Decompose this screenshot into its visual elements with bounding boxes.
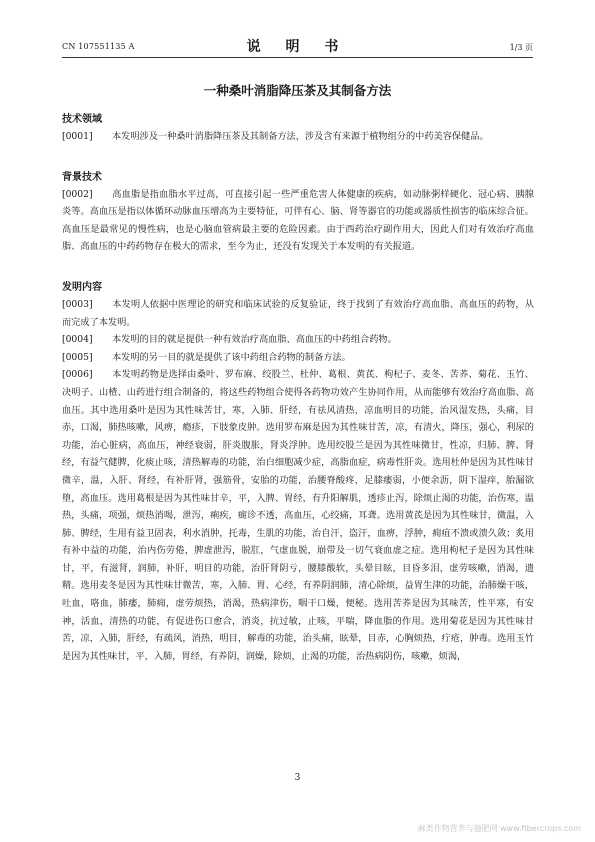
section-heading: 技术领域 <box>62 114 102 125</box>
paragraph-number: [0002] <box>62 188 93 200</box>
section-heading: 背景技术 <box>62 171 102 183</box>
patent-number: CN 107551135 A <box>62 42 135 51</box>
paragraph <box>62 186 534 256</box>
paragraph <box>62 366 534 665</box>
paragraph-text: 本发明的另一目的就是提供了该中药组合药物的制备方法。 <box>112 351 351 363</box>
paragraph-number: [0004] <box>62 334 93 346</box>
paragraph <box>62 331 534 349</box>
watermark: 麻类作物营养与施肥网 www.fibercrops.com <box>417 824 581 833</box>
document-type: 说 明 书 <box>246 39 349 55</box>
paragraph-number: [0003] <box>62 298 93 310</box>
header-rule <box>62 57 533 58</box>
section-invention-content <box>62 278 534 665</box>
paragraph <box>62 128 534 146</box>
page-number: 3 <box>294 773 301 783</box>
paragraph-number: [0005] <box>62 351 93 363</box>
document-title: 一种桑叶消脂降压茶及其制备方法 <box>203 83 392 98</box>
paragraph <box>62 349 534 367</box>
paragraph <box>62 296 534 331</box>
paragraph-number: [0001] <box>62 131 93 142</box>
paragraph-text: 本发明药物是选择由桑叶、罗布麻、绞股兰、杜仲、葛根、黄芪、枸杞子、麦冬、苦荞、菊花、玉竹、决明子、山楂、山药进行组合制备的，将这些药物组合使得各药物功效产生协同作用，从而能够有效治疗高血脂、高血压。其中选用桑叶是因为其性味苦甘，寒，入肺、肝经，有祛风清热，凉血明目的功能，治风湿发热，头痛，目赤，口渴，肺热咳嗽，风痹，瘾疹，下肢象皮肿。选用罗布麻是因为其性味甘苦，凉，有清火，降压，强心，利尿的功能，治心脏病，高血压，神经衰弱，肝炎腹胀，肾炎浮肿。选用绞股兰是因为其性味微甘，性凉，归肺、脾、肾经，有益气健脾，化痰止咳，清热解毒的功能，治白细胞减少症，高脂血症，病毒性肝炎。选用杜仲是因为其性味甘微辛，温，入肝、肾经，有补肝肾，强筋骨，安胎的功能，治腰脊酸疼，足膝痿弱，小便余沥，阴下湿痒，胎漏欲堕，高血压。选用葛根是因为其性味甘辛，平，入脾、胃经，有升阳解肌，透疹止泻，除烦止渴的功能，治伤寒，温热，头痛，项强，烦热消喝，泄泻，痢疾，癍诊不透，高血压，心绞痛，耳聋。选用黄芪是因为其性味甘，微温，入肺、脾经，生用有益卫固表，利水消肿，托毒，生肌的功能，治自汗，盗汗，血痹，浮肿，痈疽不溃或溃久敛；炙用有补中益的功能，治内伤劳倦，脾虚泄泻，脱肛，气虚血脱，崩带及一切气衰血虚之症。选用枸杞子是因为其性味甘，平，有滋肾，润肺，补肝，明目的功能，治肝肾阴亏，腰膝酸软，头晕目眩，目昏多泪，虚劳咳嗽，消渴，遗精。选用麦冬是因为其性味甘微苦，寒，入肺、胃、心经，有养阴润肺，清心除烦，益胃生津的功能，治肺燥干咳，吐血，咯血，肺痿，肺痈，虚劳烦热，消渴，热病津伤，咽干口燥，便秘。选用苦荞是因为其味苦，性平寒，有安神，活血，清热的功能，有促进伤口愈合，消炎，抗过敏，止咳，平喘，降血脂的作用。选用菊花是因为其性味甘苦，凉，入肺，肝经，有疏风，消热，明目，解毒的功能，治头痛，眩晕，目赤，心胸烦热，疔疮，肿毒。选用玉竹是因为其性味甘，平，入肺，胃经，有养阴，润燥，除烦，止渴的功能，治热病阴伤，咳嗽，烦渴， <box>62 369 534 662</box>
section-technical-field <box>62 110 534 146</box>
paragraph-text: 本发明的目的就是提供一种有效治疗高血脂、高血压的中药组合药物。 <box>112 334 397 346</box>
paragraph-text: 高血脂是指血脂水平过高，可直接引起一些严重危害人体健康的疾病，如动脉粥样硬化、冠心病、胰腺炎等。高血压是指以体循环动脉血压增高为主要特征，可伴有心、脑、肾等器官的功能或器质性损害的临床综合征。高血压是最常见的慢性病，也是心脑血管病最主要的危险因素。由于西药治疗副作用大，因此人们对有效治疗高血脂、高血压的中药药物存在极大的需求，至今为止，还没有发现关于本发明的有关报道。 <box>62 188 534 253</box>
page-indicator: 1/3 页 <box>509 43 533 52</box>
paragraph-text: 本发明人依据中医理论的研究和临床试验的反复验证，终于找到了有效治疗高血脂、高血压的药物，从而完成了本发明。 <box>62 298 534 328</box>
section-background <box>62 168 534 256</box>
paragraph-text: 本发明涉及一种桑叶消脂降压茶及其制备方法，涉及含有来源于植物组分的中药美容保健品。 <box>112 131 489 142</box>
page-header <box>62 36 533 56</box>
document-body <box>62 110 534 687</box>
paragraph-number: [0006] <box>62 369 93 381</box>
section-heading: 发明内容 <box>62 281 102 293</box>
